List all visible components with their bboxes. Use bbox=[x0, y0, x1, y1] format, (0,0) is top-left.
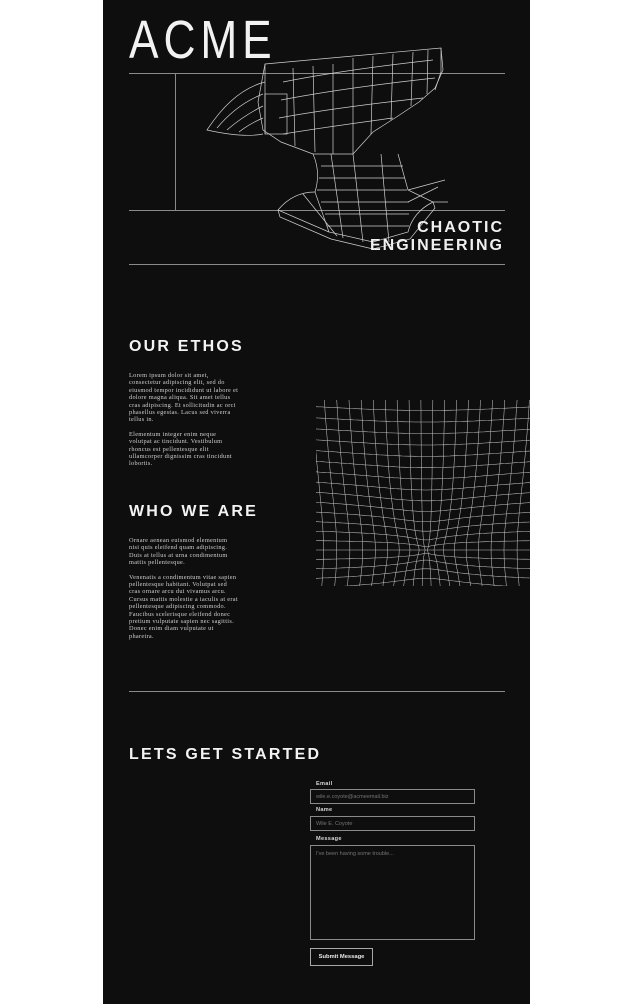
landing-page bbox=[103, 0, 530, 1004]
funnel-grid-line bbox=[427, 400, 432, 586]
who-para-1: Ornare aenean euismod elementum nisi quis eleifend quam adipiscing. Duis at tellus at urna condimentum mattis pellentesque. bbox=[129, 537, 228, 567]
funnel-grid-line bbox=[316, 467, 530, 479]
acme-logo[interactable]: ACME bbox=[129, 10, 277, 70]
funnel-grid-line bbox=[316, 413, 530, 423]
funnel-grid-line bbox=[316, 424, 530, 434]
funnel-wireframe-image bbox=[316, 400, 530, 586]
ethos-para-2: Elementum integer enim neque volutpat ac tincidunt. Vestibulum rhoncus est pellentesque elit ullamcorper dignissim cras tincidunt lobortis. bbox=[129, 430, 232, 468]
ethos-text bbox=[129, 372, 269, 468]
funnel-grid-line bbox=[397, 400, 410, 586]
funnel-grid-line bbox=[316, 553, 530, 560]
who-text bbox=[129, 537, 269, 640]
email-label: Email bbox=[316, 781, 333, 787]
section-divider bbox=[129, 691, 505, 692]
message-field[interactable] bbox=[310, 845, 475, 940]
tagline bbox=[370, 219, 504, 255]
submit-message-button[interactable]: Submit Message bbox=[310, 948, 373, 966]
hero-vertical-rule bbox=[175, 73, 176, 211]
funnel-grid-line bbox=[349, 400, 363, 586]
funnel-grid-line bbox=[444, 400, 457, 586]
name-field[interactable] bbox=[310, 816, 475, 831]
who-heading: WHO WE ARE bbox=[129, 503, 258, 520]
ethos-heading: OUR ETHOS bbox=[129, 338, 244, 355]
hero-bottom-rule bbox=[129, 264, 505, 265]
email-field[interactable] bbox=[310, 789, 475, 804]
contact-heading: LETS GET STARTED bbox=[129, 746, 322, 763]
tagline-line-2: ENGINEERING bbox=[369, 237, 504, 254]
funnel-grid-line bbox=[316, 456, 530, 468]
who-para-2: Venenatis a condimentum vitae sapien pellentesque habitant. Volutpat sed cras ornare arcu dui vivamus arcu. Cursus mattis molestie a iaculis at erat pellentesque adipiscing commodo. Faucibus scelerisque eleifend donec pretium vulputate sapien nec sagittis. Donec enim diam vulputate ut pharetra. bbox=[129, 573, 238, 640]
name-label: Name bbox=[316, 807, 333, 813]
message-label: Message bbox=[316, 836, 342, 842]
funnel-grid-line bbox=[316, 498, 530, 511]
funnel-grid-line bbox=[504, 400, 517, 586]
funnel-grid-line bbox=[316, 445, 530, 456]
funnel-grid-line bbox=[337, 400, 350, 586]
funnel-grid-line bbox=[434, 400, 445, 586]
funnel-grid-line bbox=[316, 434, 530, 445]
funnel-grid-line bbox=[491, 400, 505, 586]
funnel-grid-line bbox=[409, 400, 419, 586]
ethos-para-1: Lorem ipsum dolor sit amet, consectetur adipiscing elit, sed do eiusmod tempor incididunt ut labore et dolore magna aliqua. Sit amet tellus cras adipiscing. Et sollicitudin ac orci phasellus egestas. Lacus sed viverra tellus in. bbox=[129, 372, 239, 424]
funnel-grid-line bbox=[421, 400, 425, 586]
funnel-grid-line bbox=[316, 402, 530, 411]
tagline-line-1: CHAOTIC bbox=[417, 219, 504, 236]
funnel-grid-line bbox=[316, 540, 530, 547]
